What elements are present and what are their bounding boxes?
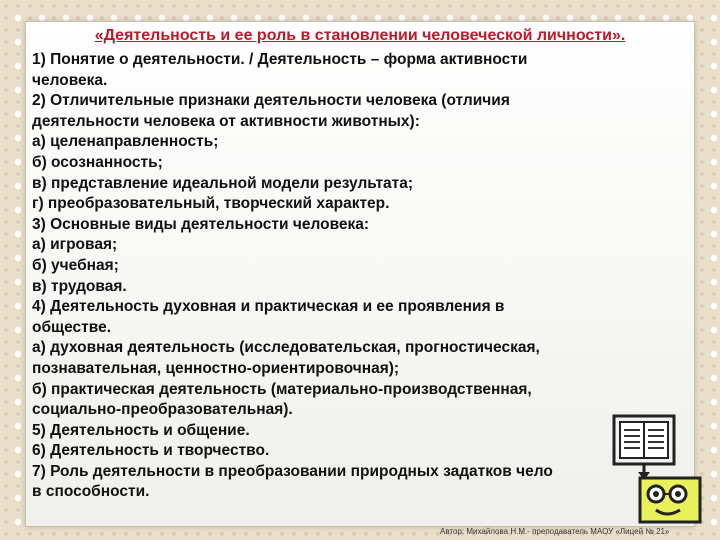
slide-title: «Деятельность и ее роль в становлении человеческой личности». [94,27,626,44]
text-line: в) представление идеальной модели результата; [32,174,414,192]
slide [26,22,694,526]
book-reader-illustration [612,414,704,524]
text-line: в способности. [32,483,150,501]
text-line: а) духовная деятельность (исследовательская, прогностическая, [32,339,540,357]
text-line: 2) Отличительные признаки деятельности человека (отличия [32,92,510,110]
text-line: человека. [32,71,108,89]
text-line: 1) Понятие о деятельности. / Деятельность – форма активности [32,51,528,68]
text-line: 5) Деятельность и общение. [32,421,250,439]
text-line: 7) Роль деятельности в преобразовании природных задатков чело [32,462,553,480]
text-line: б) практическая деятельность (материально-производственная, [32,380,532,398]
text-line: 4) Деятельность духовная и практическая и ее проявления в [32,298,505,316]
text-line: 6) Деятельность и творчество. [32,442,270,460]
text-line: г) преобразовательный, творческий характер. [32,195,390,213]
text-line: б) осознанность; [32,153,163,171]
text-line: а) целенаправленность; [32,133,219,151]
text-line: деятельности человека от активности животных): [32,112,420,130]
footer-author: Автор: Михайлова Н.М.- преподаватель МАОУ «Лицей № 21» [440,527,670,536]
text-line: обществе. [32,318,111,336]
text-line: 3) Основные виды деятельности человека: [32,215,370,233]
text-line: а) игровая; [32,236,118,254]
text-line: в) трудовая. [32,277,127,295]
text-line: познавательная, ценностно-ориентировочная); [32,359,400,377]
text-line: социально-преобразовательная). [32,401,293,419]
slide-content [32,50,692,503]
text-line: б) учебная; [32,256,119,274]
